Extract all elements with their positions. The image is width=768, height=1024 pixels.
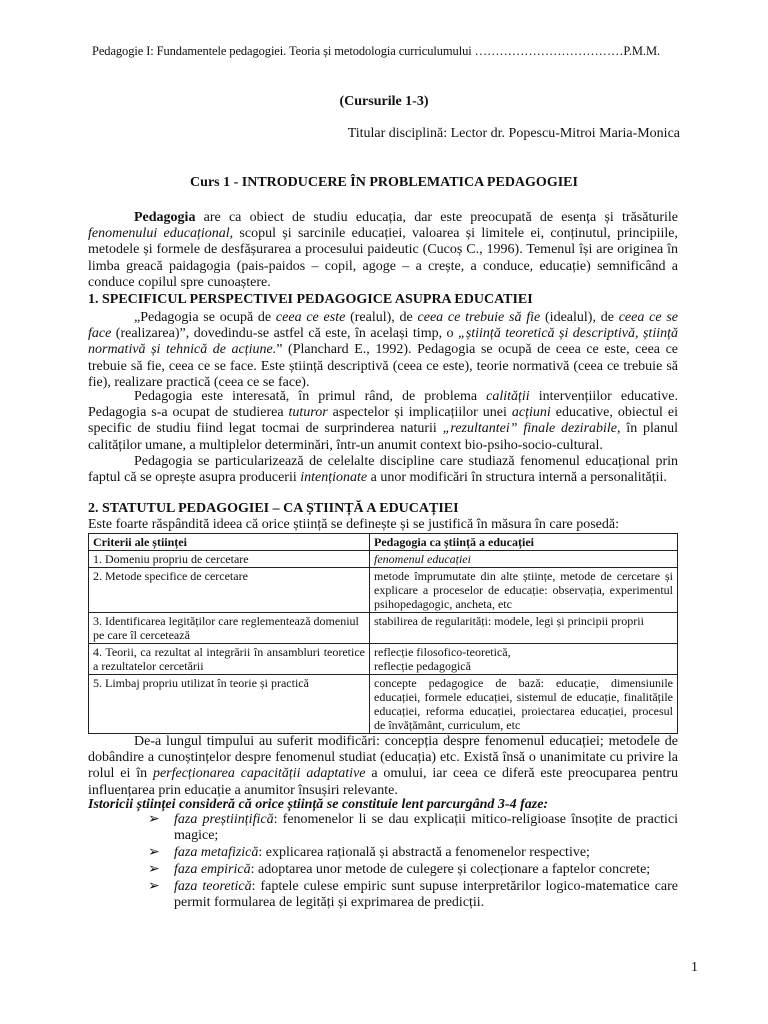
table-header-cell: Criterii ale științei	[89, 534, 370, 551]
section-2-paragraph: De-a lungul timpului au suferit modificări: concepția despre fenomenul educației; metodele de dobândire a cunoștințelor despre fenomenul studiat (educația) etc. Există însă o unanimitate cu privire la rolul ei în perfecționarea capacității adaptative a omului, iar ceea ce diferă este preocuparea pentru influențarea prin educație a anumitor însușiri relevante.	[88, 734, 679, 798]
table-cell: 2. Metode specifice de cercetare	[89, 568, 370, 613]
phases-intro: Istoricii științei consideră că orice știință se constituie lent parcurgând 3-4 faze:	[88, 797, 549, 812]
section-1-paragraph-1: „Pedagogia se ocupă de ceea ce este (realul), de ceea ce trebuie să fie (idealul), de ceea ce se face (realizarea)”, dovedindu-se astfel că este, în același timp, o „știință teoretică și descriptivă, știință normativă și tehnică de acțiune.” (Planchard E., 1992). Pedagogia se ocupă de ceea ce este, ceea ce trebuie să fie, ceea ce se face. Este știință descriptivă (ceea ce este), teorie normativă (ceea ce trebuie să fie), realizare practică (ceea ce se face).	[88, 310, 678, 390]
list-item: ➢ faza empirică: adoptarea unor metode de culegere și colecționare a faptelor concrete;	[148, 862, 651, 877]
table-cell: stabilirea de regularități: modele, legi și principii proprii	[370, 613, 678, 644]
section-2-heading: 2. STATUTUL PEDAGOGIEI – CA ȘTIINȚĂ A EDUCAȚIEI	[88, 501, 459, 516]
table-row	[89, 551, 678, 568]
table-cell: 4. Teorii, ca rezultat al integrării în ansambluri teoretice a rezultatelor cercetării	[89, 644, 370, 675]
table-cell: 1. Domeniu propriu de cercetare	[89, 551, 370, 568]
table-cell: metode împrumutate din alte științe, metode de cercetare și explicare a proceselor de educație: observația, experimentul psihopedagogic, ancheta, etc	[370, 568, 678, 613]
page-number: 1	[691, 960, 698, 975]
table-cell: 3. Identificarea legităților care reglementează domeniul pe care îl cercetează	[89, 613, 370, 644]
table-cell: concepte pedagogice de bază: educație, dimensiunile educației, formele educației, sistemul de educație, finalitățile educației, reforma educației, proiectarea educației, procesul de învățământ, curriculum, etc	[370, 675, 678, 734]
running-header: Pedagogie I: Fundamentele pedagogiei. Teoria și metodologia curriculumului ………………………………P.M.M.	[92, 44, 660, 58]
table-row	[89, 568, 678, 613]
section-1-paragraph-3: Pedagogia se particularizează de celelalte discipline care studiază fenomenul educațional prin faptul că se oprește asupra producerii intenționate a unor modificări în structura internă a personalității.	[88, 454, 678, 486]
table-row	[89, 675, 678, 734]
courses-range: (Cursurile 1-3)	[339, 94, 429, 109]
intro-term: Pedagogia	[134, 210, 196, 225]
arrow-bullet-icon: ➢	[148, 862, 160, 877]
table-row	[89, 613, 678, 644]
table-row	[89, 644, 678, 675]
list-item: ➢ faza metafizică: explicarea rațională și abstractă a fenomenelor respective;	[148, 845, 590, 860]
table-header-cell: Pedagogia ca știință a educației	[370, 534, 678, 551]
course-title: Curs 1 - INTRODUCERE ÎN PROBLEMATICA PEDAGOGIEI	[190, 175, 578, 190]
arrow-bullet-icon: ➢	[148, 812, 160, 827]
section-2-lead: Este foarte răspândită ideea că orice știință se definește și se justifică în măsura în care posedă:	[88, 517, 620, 532]
course-instructor: Titular disciplină: Lector dr. Popescu-Mitroi Maria-Monica	[347, 126, 680, 141]
list-item: ➢ faza preștiințifică: fenomenelor li se dau explicații mitico-religioase însoțite de practici magice;	[148, 812, 678, 843]
section-1-heading: 1. SPECIFICUL PERSPECTIVEI PEDAGOGICE ASUPRA EDUCATIEI	[88, 292, 533, 307]
table-cell: 5. Limbaj propriu utilizat în teorie și practică	[89, 675, 370, 734]
table-cell: fenomenul educației	[370, 551, 678, 568]
list-item: ➢ faza teoretică: faptele culese empiric sunt supuse interpretărilor logico-matematice care permit formularea de legități și exprimarea de predicții.	[148, 879, 679, 910]
arrow-bullet-icon: ➢	[148, 845, 160, 860]
phases-list	[148, 812, 678, 912]
table-cell: reflecție filosofico-teoretică, reflecție pedagogică	[370, 644, 678, 675]
intro-paragraph: Pedagogia are ca obiect de studiu educația, dar este preocupată de esența și trăsăturile fenomenului educațional, scopul și sarcinile educației, valoarea și limitele ei, conținutul, principiile, metodele și formele de desfășurarea a procesului paideutic (Cucoș C., 1996). Temenul își are originea în limba greacă paidagogia (pais-paidos – copil, agoge – a crește, a conduce, educație) semnificând a conduce copilul spre cunoaștere.	[88, 210, 678, 290]
section-1-paragraph-2: Pedagogia este interesată, în primul rând, de problema calității intervențiilor educative. Pedagogia s-a ocupat de studierea tuturor aspectelor și implicațiilor unei acțiuni educative, obiectul ei specific de studiu fiind legat tocmai de surprinderea naturii „rezultantei” finale dezirabile, în planul calităților umane, a multiplelor determinări, într-un anumit context bio-psiho-socio-cultural.	[88, 389, 678, 453]
criteria-table	[88, 533, 678, 734]
table-header-row	[89, 534, 678, 551]
arrow-bullet-icon: ➢	[148, 879, 160, 894]
